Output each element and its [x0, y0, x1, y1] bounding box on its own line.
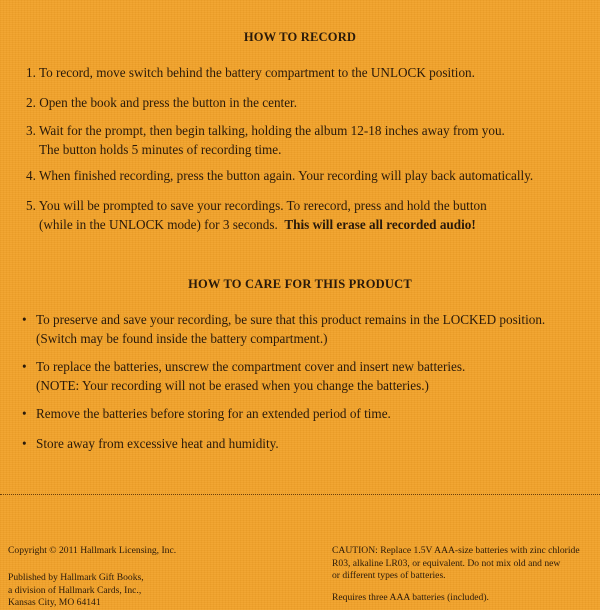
publisher-line: Kansas City, MO 64141: [8, 597, 101, 608]
step-text-continued: The button holds 5 minutes of recording time.: [39, 142, 282, 157]
step-text-plain: (while in the UNLOCK mode) for 3 seconds.: [39, 217, 278, 232]
bullet-dot: •: [22, 359, 27, 374]
bullet-text: To replace the batteries, unscrew the compartment cover and insert new batteries.: [36, 359, 466, 374]
record-step-5: [26, 196, 487, 234]
record-step-1: [26, 63, 475, 82]
step-text: You will be prompted to save your recordings. To rerecord, press and hold the button: [38, 198, 487, 213]
step-number: 1.: [26, 65, 36, 80]
step-text: When finished recording, press the button again. Your recording will play back automatically.: [38, 168, 534, 183]
record-heading: HOW TO RECORD: [243, 30, 357, 44]
caution-line: CAUTION: Replace 1.5V AAA-size batteries with zinc chloride: [332, 545, 580, 556]
caution-line: or different types of batteries.: [332, 570, 446, 581]
step-number: 5.: [26, 198, 36, 213]
bullet-text: Store away from excessive heat and humidity.: [36, 436, 279, 451]
bullet-dot: •: [22, 406, 27, 421]
step-number: 3.: [26, 123, 36, 138]
care-bullet-2: [22, 357, 465, 395]
bullet-text: To preserve and save your recording, be sure that this product remains in the LOCKED position.: [36, 312, 546, 327]
step-text: Wait for the prompt, then begin talking, holding the album 12-18 inches away from you.: [38, 123, 505, 138]
record-step-2: [26, 93, 297, 112]
bullet-dot: •: [22, 312, 27, 327]
step-number: 2.: [26, 95, 36, 110]
dotted-divider: [0, 494, 600, 495]
record-step-3: [26, 121, 505, 159]
battery-caution: [332, 545, 580, 583]
step-number: 4.: [26, 168, 36, 183]
step-text: Open the book and press the button in the center.: [39, 95, 298, 110]
bullet-dot: •: [22, 436, 27, 451]
care-bullet-1: [22, 310, 545, 348]
publisher-info: [8, 572, 144, 610]
copyright-notice: Copyright © 2011 Hallmark Licensing, Inc.: [8, 545, 177, 556]
bullet-text-continued: (Switch may be found inside the battery compartment.): [36, 331, 328, 346]
publisher-line: Published by Hallmark Gift Books,: [8, 572, 144, 583]
bullet-text-continued: (NOTE: Your recording will not be erased when you change the batteries.): [36, 378, 429, 393]
care-bullet-4: [22, 434, 279, 453]
battery-requirement: Requires three AAA batteries (included).: [332, 592, 489, 603]
bullet-text: Remove the batteries before storing for an extended period of time.: [36, 406, 391, 421]
step-text: To record, move switch behind the battery compartment to the UNLOCK position.: [38, 65, 475, 80]
care-bullet-3: [22, 404, 391, 423]
care-heading: HOW TO CARE FOR THIS PRODUCT: [188, 277, 412, 291]
publisher-line: a division of Hallmark Cards, Inc.,: [8, 584, 142, 596]
step-text-continued: [26, 215, 487, 234]
record-step-4: [26, 166, 533, 185]
caution-line: R03, alkaline LR03, or equivalent. Do not mix old and new: [332, 557, 561, 569]
erase-warning: This will erase all recorded audio!: [284, 217, 476, 232]
